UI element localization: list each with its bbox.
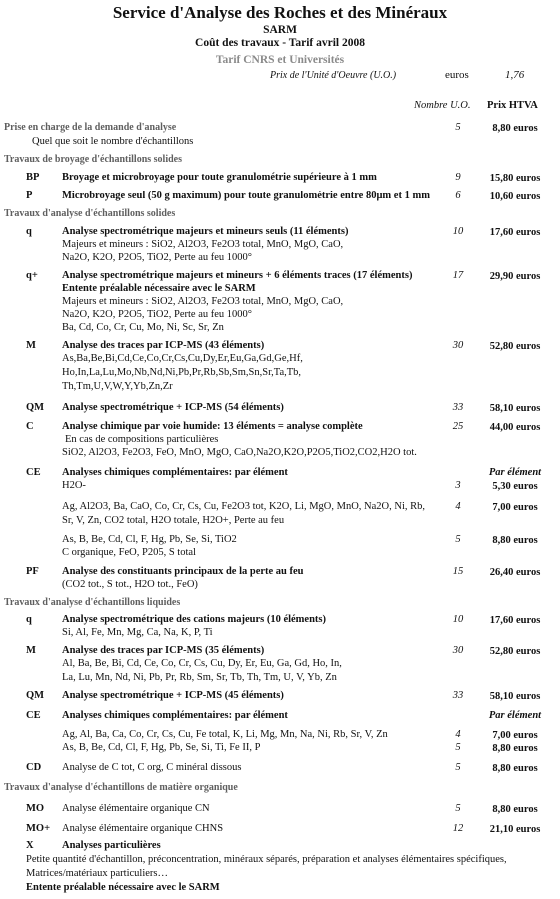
code-ce: CE <box>26 710 41 721</box>
p-price: 10,60 euros <box>489 191 541 202</box>
cd-title: Analyse de C tot, C org, C minéral dissous <box>62 762 242 773</box>
p-uo: 6 <box>455 190 461 201</box>
liq-m-uo: 30 <box>452 645 464 656</box>
code-p: P <box>26 190 33 201</box>
liq-q-price: 17,60 euros <box>489 615 541 626</box>
ce-group3-uo: 5 <box>455 534 461 545</box>
code-mo: MO <box>26 803 45 814</box>
section-organique: Travaux d'analyse d'échantillons de matière organique <box>4 782 238 793</box>
q-price: 17,60 euros <box>489 227 541 238</box>
code-pf: PF <box>26 566 39 577</box>
code-q: q <box>26 226 32 237</box>
liq-ce-line: As, B, Be, Cd, Cl, F, Hg, Pb, Se, Si, Ti, Fe II, P <box>62 742 261 753</box>
x-note: Entente préalable nécessaire avec le SARM <box>26 882 220 893</box>
code-mo-plus: MO+ <box>26 823 51 834</box>
ce-group2-line: Ag, Al2O3, Ba, CaO, Co, Cr, Cs, Cu, Fe2O3 tot, K2O, Li, MgO, MnO, Na2O, Ni, Rb, <box>62 501 426 512</box>
col-header-uo: Nombre U.O. <box>414 100 471 111</box>
liq-qm-title: Analyse spectrométrique + ICP-MS (45 éléments) <box>62 690 284 701</box>
ce-h2o-uo: 3 <box>455 480 461 491</box>
prise-detail: Quel que soit le nombre d'échantillons <box>32 136 194 147</box>
x-line: Petite quantité d'échantillon, préconcentration, minéraux séparés, préparation et analyses élémentaires spécifiques, <box>26 854 507 865</box>
m-price: 52,80 euros <box>489 341 541 352</box>
pf-price: 26,40 euros <box>489 567 541 578</box>
prise-uo: 5 <box>455 122 461 133</box>
col-header-price: Prix HTVA <box>487 100 538 111</box>
mo-uo: 5 <box>455 803 461 814</box>
tarif-label: Tarif CNRS et Universités <box>215 54 345 66</box>
liq-m-title: Analyse des traces par ICP-MS (35 éléments) <box>62 645 265 656</box>
section-liquides: Travaux d'analyse d'échantillons liquides <box>4 597 181 608</box>
cd-price: 8,80 euros <box>492 763 538 774</box>
code-c: C <box>26 421 34 432</box>
m-line: Ho,In,La,Lu,Mo,Nb,Nd,Ni,Pb,Pr,Rb,Sb,Sm,Sn,Sr,Ta,Tb, <box>62 367 302 378</box>
q-plus-uo: 17 <box>452 270 464 281</box>
liq-q-uo: 10 <box>452 614 464 625</box>
bp-uo: 9 <box>455 172 461 183</box>
subtitle: Coût des travaux - Tarif avril 2008 <box>195 37 365 49</box>
c-price: 44,00 euros <box>489 422 541 433</box>
ce-group3-line: As, B, Be, Cd, Cl, F, Hg, Pb, Se, Si, TiO2 <box>62 534 237 545</box>
liq-ce-line2-uo: 5 <box>455 742 461 753</box>
code-m: M <box>26 645 36 656</box>
liq-qm-uo: 33 <box>452 690 464 701</box>
qm-uo: 33 <box>452 402 464 413</box>
ce-group2-uo: 4 <box>455 501 461 512</box>
m-title: Analyse des traces par ICP-MS (43 éléments) <box>62 340 265 351</box>
c-line: En cas de compositions particulières <box>65 434 219 445</box>
uo-value: 1,76 <box>505 69 525 81</box>
bp-text: Broyage et microbroyage pour toute granulométrie supérieure à 1 mm <box>62 172 377 183</box>
code-x: X <box>26 840 34 851</box>
q-line: Na2O, K2O, P2O5, TiO2, Perte au feu 1000° <box>62 252 252 263</box>
q-line: Majeurs et mineurs : SiO2, Al2O3, Fe2O3 total, MnO, MgO, CaO, <box>62 239 344 250</box>
liq-qm-price: 58,10 euros <box>489 691 541 702</box>
q-plus-line: Majeurs et mineurs : SiO2, Al2O3, Fe2O3 total, MnO, MgO, CaO, <box>62 296 344 307</box>
liq-ce-line: Ag, Al, Ba, Ca, Co, Cr, Cs, Cu, Fe total, K, Li, Mg, Mn, Na, Ni, Rb, Sr, V, Zn <box>62 729 388 740</box>
pf-uo: 15 <box>452 566 464 577</box>
liq-m-line: La, Lu, Mn, Nd, Ni, Pb, Pr, Rb, Sm, Sr, Tb, Th, Tm, U, V, Yb, Zn <box>62 672 337 683</box>
code-q: q <box>26 614 32 625</box>
prise-title: Prise en charge de la demande d'analyse <box>4 122 177 133</box>
m-line: As,Ba,Be,Bi,Cd,Ce,Co,Cr,Cs,Cu,Dy,Er,Eu,Ga,Gd,Ge,Hf, <box>62 353 303 364</box>
mo-price: 8,80 euros <box>492 804 538 815</box>
mo-title: Analyse élémentaire organique CN <box>62 803 210 814</box>
liq-m-price: 52,80 euros <box>489 646 541 657</box>
prise-price: 8,80 euros <box>492 123 538 134</box>
m-line: Th,Tm,U,V,W,Y,Yb,Zn,Zr <box>62 381 173 392</box>
code-bp: BP <box>26 172 40 183</box>
liq-m-line: Al, Ba, Be, Bi, Cd, Ce, Co, Cr, Cs, Cu, Dy, Er, Eu, Ga, Gd, Ho, In, <box>62 658 342 669</box>
ce-par-element: Par élément <box>488 467 542 478</box>
pf-line: (CO2 tot., S tot., H2O tot., FeO) <box>62 579 198 590</box>
q-plus-line: Ba, Cd, Co, Cr, Cu, Mo, Ni, Sc, Sr, Zn <box>62 322 224 333</box>
code-q-plus: q+ <box>26 270 38 281</box>
code-qm: QM <box>26 402 45 413</box>
acronym: SARM <box>263 24 297 36</box>
pf-title: Analyse des constituants principaux de la perte au feu <box>62 566 304 577</box>
cd-uo: 5 <box>455 762 461 773</box>
liq-q-line: Si, Al, Fe, Mn, Mg, Ca, Na, K, P, Ti <box>62 627 213 638</box>
qm-price: 58,10 euros <box>489 403 541 414</box>
mo-plus-uo: 12 <box>452 823 464 834</box>
q-plus-title: Analyse spectrométrique majeurs et mineurs + 6 éléments traces (17 éléments) <box>62 270 413 281</box>
section-solides: Travaux d'analyse d'échantillons solides <box>4 208 176 219</box>
liq-ce-line2-price: 8,80 euros <box>492 743 538 754</box>
q-uo: 10 <box>452 226 464 237</box>
ce-group3-line: C organique, FeO, P205, S total <box>62 547 196 558</box>
liq-ce-par-element: Par élément <box>488 710 542 721</box>
ce-h2o: H2O- <box>62 480 86 491</box>
mo-plus-price: 21,10 euros <box>489 824 541 835</box>
liq-ce-line1-uo: 4 <box>455 729 461 740</box>
x-title: Analyses particulières <box>62 840 161 851</box>
q-plus-price: 29,90 euros <box>489 271 541 282</box>
c-title: Analyse chimique par voie humide: 13 éléments = analyse complète <box>62 421 363 432</box>
q-plus-note: Entente préalable nécessaire avec le SARM <box>62 283 256 294</box>
p-text: Microbroyage seul (50 g maximum) pour toute granulométrie entre 80μm et 1 mm <box>62 191 430 201</box>
q-title: Analyse spectrométrique majeurs et mineurs seuls (11 éléments) <box>62 226 349 237</box>
liq-ce-title: Analyses chimiques complémentaires: par élément <box>62 710 288 721</box>
qm-title: Analyse spectrométrique + ICP-MS (54 éléments) <box>62 402 284 413</box>
uo-currency: euros <box>445 69 469 81</box>
code-cd: CD <box>26 762 42 773</box>
c-line: SiO2, Al2O3, Fe2O3, FeO, MnO, MgO, CaO,Na2O,K2O,P2O5,TiO2,CO2,H2O tot. <box>62 447 417 458</box>
ce-title: Analyses chimiques complémentaires: par élément <box>62 467 288 478</box>
mo-plus-title: Analyse élémentaire organique CHNS <box>62 823 224 834</box>
ce-group3-price: 8,80 euros <box>492 535 538 546</box>
liq-ce-line1-price: 7,00 euros <box>492 730 538 741</box>
section-broyage: Travaux de broyage d'échantillons solides <box>4 154 182 165</box>
ce-group2-line: Sr, V, Zn, CO2 total, H2O totale, H2O+, Perte au feu <box>62 515 285 526</box>
c-uo: 25 <box>452 421 464 432</box>
x-line: Matrices/matériaux particuliers… <box>26 868 168 879</box>
page-title: Service d'Analyse des Roches et des Minéraux <box>112 3 448 22</box>
m-uo: 30 <box>452 340 464 351</box>
liq-q-title: Analyse spectrométrique des cations majeurs (10 éléments) <box>62 614 327 625</box>
q-plus-line: Na2O, K2O, P2O5, TiO2, Perte au feu 1000° <box>62 309 252 320</box>
code-m: M <box>26 340 36 351</box>
bp-price: 15,80 euros <box>489 173 541 184</box>
uo-label: Prix de l'Unité d'Oeuvre (U.O.) <box>270 70 397 81</box>
code-qm: QM <box>26 690 45 701</box>
ce-h2o-price: 5,30 euros <box>492 481 538 492</box>
ce-group2-price: 7,00 euros <box>492 502 538 513</box>
code-ce: CE <box>26 467 41 478</box>
